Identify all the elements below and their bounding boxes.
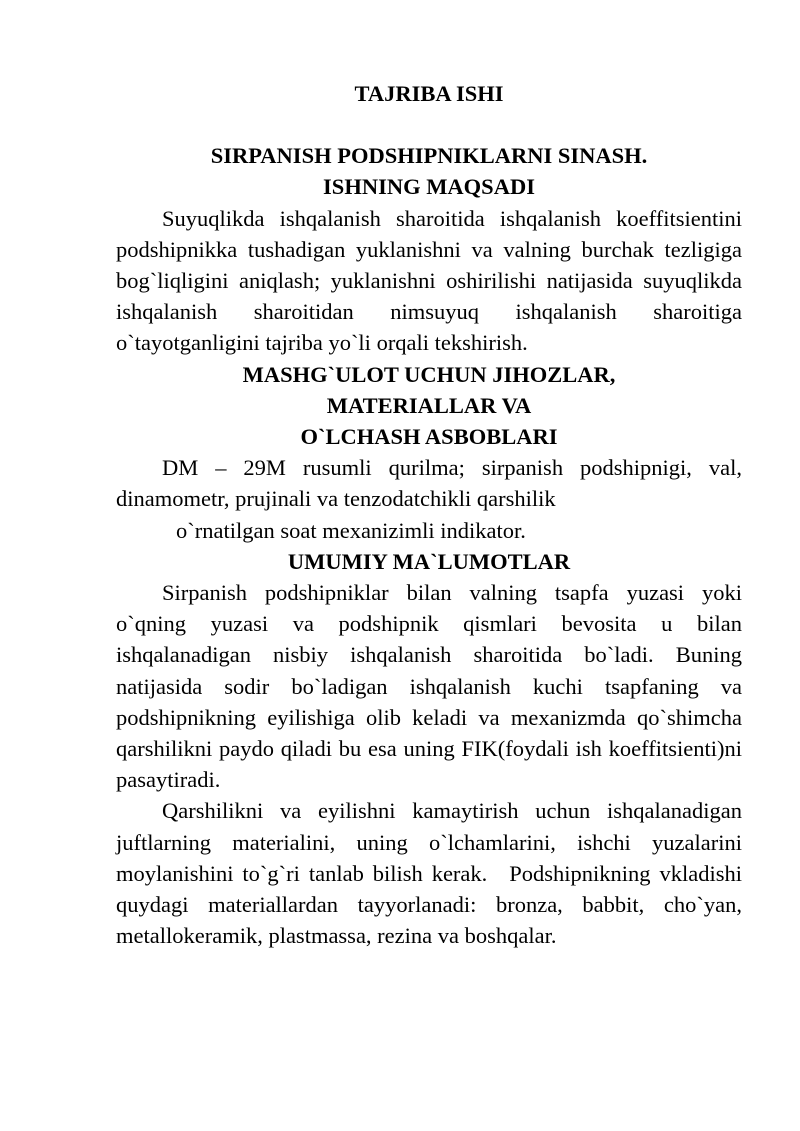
general-info-heading: UMUMIY MA`LUMOTLAR: [287, 548, 571, 574]
equipment-paragraph-continued: o`rnatilgan soat mexanizimli indikator.: [176, 517, 526, 543]
equipment-heading-line2: MATERIALLAR VA: [326, 392, 532, 418]
document-title: TAJRIBA ISHI: [354, 81, 504, 106]
general-info-paragraph-2-text: Qarshilikni va eyilishni kamaytirish uchun ishqalanadigan juftlarning materialini, uning o`lchamlarini, ishchi yuzalarini moylanishini to`g`ri tanlab bilish kerak.: [116, 798, 742, 886]
equipment-heading-line3: O`LCHASH ASBOBLARI: [300, 424, 558, 450]
purpose-heading: ISHNING MAQSADI: [323, 174, 535, 200]
purpose-paragraph: Suyuqlikda ishqalanish sharoitida ishqalanish koeffitsientini podshipnikka tushadigan yuklanishni va valning burchak tezligiga bog`liqligini aniqlash; yuklanishni oshirilishi natijasida suyuqlikda ishqalanish sharoitidan nimsuyuq ishqalanish sharoitiga o`tayotganligini tajriba yo`li orqali tekshirish.: [116, 205, 742, 356]
document-subtitle: SIRPANISH PODSHIPNIKLARNI SINASH.: [210, 143, 648, 169]
general-info-paragraph-2-continued: Podshipnikning vkladishi quydagi materiallardan tayyorlanadi: bronza, babbit, cho`yan, metallokeramik, plastmassa, rezina va boshqalar.: [116, 860, 742, 949]
general-info-paragraph-1: Sirpanish podshipniklar bilan valning tsapfa yuzasi yoki o`qning yuzasi va podshipnik qismlari bevosita u bilan ishqalanadigan nisbiy ishqalanish sharoitida bo`ladi. Buning natijasida sodir bo`ladigan ishqalanish kuchi tsapfaning va podshipnikning eyilishiga olib keladi va mexanizmda qo`shimcha qarshilikni paydo qiladi bu esa uning FIK(foydali ish koeffitsienti)ni pasaytiradi.: [116, 580, 742, 793]
document-page: [116, 78, 742, 951]
equipment-paragraph: DM – 29M rusumli qurilma; sirpanish podshipnigi, val, dinamometr, prujinali va tenzodatchikli qarshilik: [116, 455, 742, 512]
equipment-heading-line1: MASHG`ULOT UCHUN JIHOZLAR,: [242, 361, 616, 387]
general-info-paragraph-2: [116, 795, 742, 951]
